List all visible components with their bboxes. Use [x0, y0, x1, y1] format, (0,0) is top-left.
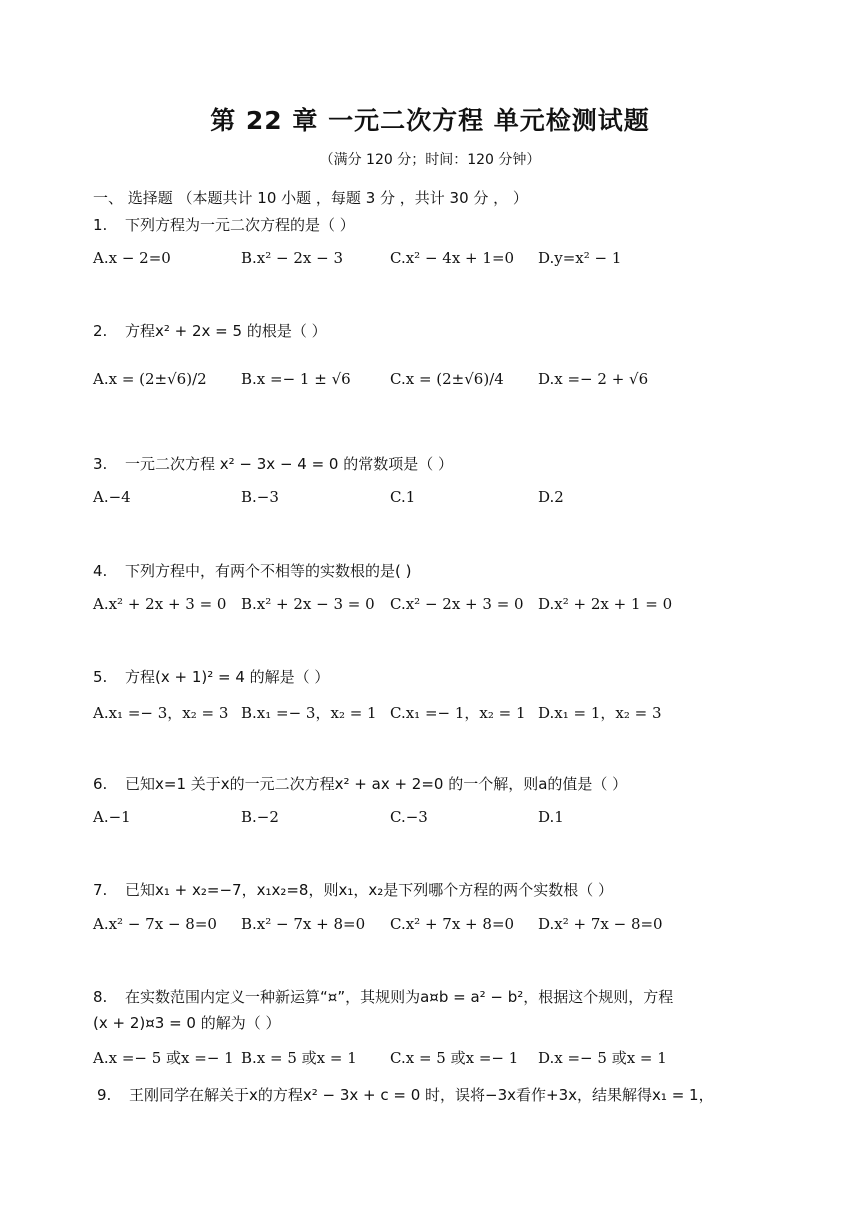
- option-b: B.−3: [241, 488, 279, 506]
- question-3: [93, 453, 453, 474]
- option-d: D.x =− 2 + √6: [538, 370, 649, 388]
- option-d: D.x =− 5 或x = 1: [538, 1049, 667, 1067]
- question-number: 2.: [93, 322, 108, 340]
- question-2: [93, 320, 327, 341]
- question-text: 已知x=1 关于x的一元二次方程x² + ax + 2=0 的一个解，则a的值是（ ）: [125, 775, 628, 793]
- question-number: 7.: [93, 881, 108, 899]
- question-number: 3.: [93, 455, 108, 473]
- question-text: 下列方程为一元二次方程的是（ ）: [125, 216, 355, 234]
- question-number: 1.: [93, 216, 108, 234]
- option-d: D.x₁ = 1，x₂ = 3: [538, 704, 662, 722]
- option-d: D.x² + 2x + 1 = 0: [538, 595, 673, 613]
- option-d: D.1: [538, 808, 564, 826]
- option-c: C.x² − 4x + 1=0: [390, 249, 515, 267]
- option-c: C.x² − 2x + 3 = 0: [390, 595, 524, 613]
- option-b: B.x² − 7x + 8=0: [241, 915, 366, 933]
- option-d: D.x² + 7x − 8=0: [538, 915, 663, 933]
- option-b: B.−2: [241, 808, 279, 826]
- question-number: 8.: [93, 988, 108, 1006]
- option-b: B.x² − 2x − 3: [241, 249, 344, 267]
- question-text: 王刚同学在解关于x的方程x² − 3x + c = 0 时，误将−3x看作+3x，结果解得x₁ = 1，: [129, 1086, 714, 1104]
- option-c: C.−3: [390, 808, 428, 826]
- question-9: [97, 1084, 714, 1105]
- option-a: A.−4: [93, 488, 131, 506]
- option-c: C.x = 5 或x =− 1: [390, 1049, 519, 1067]
- option-a: A.x² − 7x − 8=0: [93, 915, 217, 933]
- question-text: 已知x₁ + x₂=−7，x₁x₂=8，则x₁，x₂是下列哪个方程的两个实数根（ ）: [125, 881, 614, 899]
- option-b: B.x =− 1 ± √6: [241, 370, 351, 388]
- question-4: [93, 560, 411, 581]
- option-d: D.y=x² − 1: [538, 249, 622, 267]
- question-8: [93, 986, 673, 1007]
- question-7: [93, 879, 613, 900]
- option-a: A.x =− 5 或x =− 1: [93, 1049, 234, 1067]
- question-8-continuation: [93, 1012, 281, 1033]
- question-number: 5.: [93, 668, 108, 686]
- question-text-cont: (x + 2)¤3 = 0 的解为（ ）: [93, 1014, 281, 1032]
- option-b: B.x = 5 或x = 1: [241, 1049, 357, 1067]
- option-c: C.x₁ =− 1，x₂ = 1: [390, 704, 526, 722]
- question-text: 一元二次方程 x² − 3x − 4 = 0 的常数项是（ ）: [125, 455, 454, 473]
- option-b: B.x² + 2x − 3 = 0: [241, 595, 375, 613]
- document-subtitle: （满分 120 分；时间：120 分钟）: [319, 152, 541, 168]
- question-number: 6.: [93, 775, 108, 793]
- option-c: C.x² + 7x + 8=0: [390, 915, 515, 933]
- option-b: B.x₁ =− 3，x₂ = 1: [241, 704, 377, 722]
- option-a: A.−1: [93, 808, 131, 826]
- question-text: 方程(x + 1)² = 4 的解是（ ）: [125, 668, 330, 686]
- option-c: C.x = (2±√6)/4: [390, 370, 504, 388]
- option-a: A.x = (2±√6)/2: [93, 370, 207, 388]
- option-a: A.x − 2=0: [93, 249, 171, 267]
- question-number: 9.: [97, 1086, 112, 1104]
- option-a: A.x₁ =− 3，x₂ = 3: [93, 704, 229, 722]
- option-a: A.x² + 2x + 3 = 0: [93, 595, 227, 613]
- question-6: [93, 773, 627, 794]
- document-title: 第 22 章 一元二次方程 单元检测试题: [210, 106, 650, 135]
- option-d: D.2: [538, 488, 564, 506]
- question-text: 在实数范围内定义一种新运算“¤”，其规则为a¤b = a² − b²，根据这个规则，方程: [125, 988, 674, 1006]
- question-number: 4.: [93, 562, 108, 580]
- question-1: [93, 214, 355, 235]
- question-5: [93, 666, 329, 687]
- option-c: C.1: [390, 488, 416, 506]
- question-text: 下列方程中，有两个不相等的实数根的是( ): [125, 562, 412, 580]
- section-heading: 一、 选择题 （本题共计 10 小题 ，每题 3 分 ，共计 30 分 ， ）: [93, 189, 528, 207]
- question-text: 方程x² + 2x = 5 的根是（ ）: [125, 322, 327, 340]
